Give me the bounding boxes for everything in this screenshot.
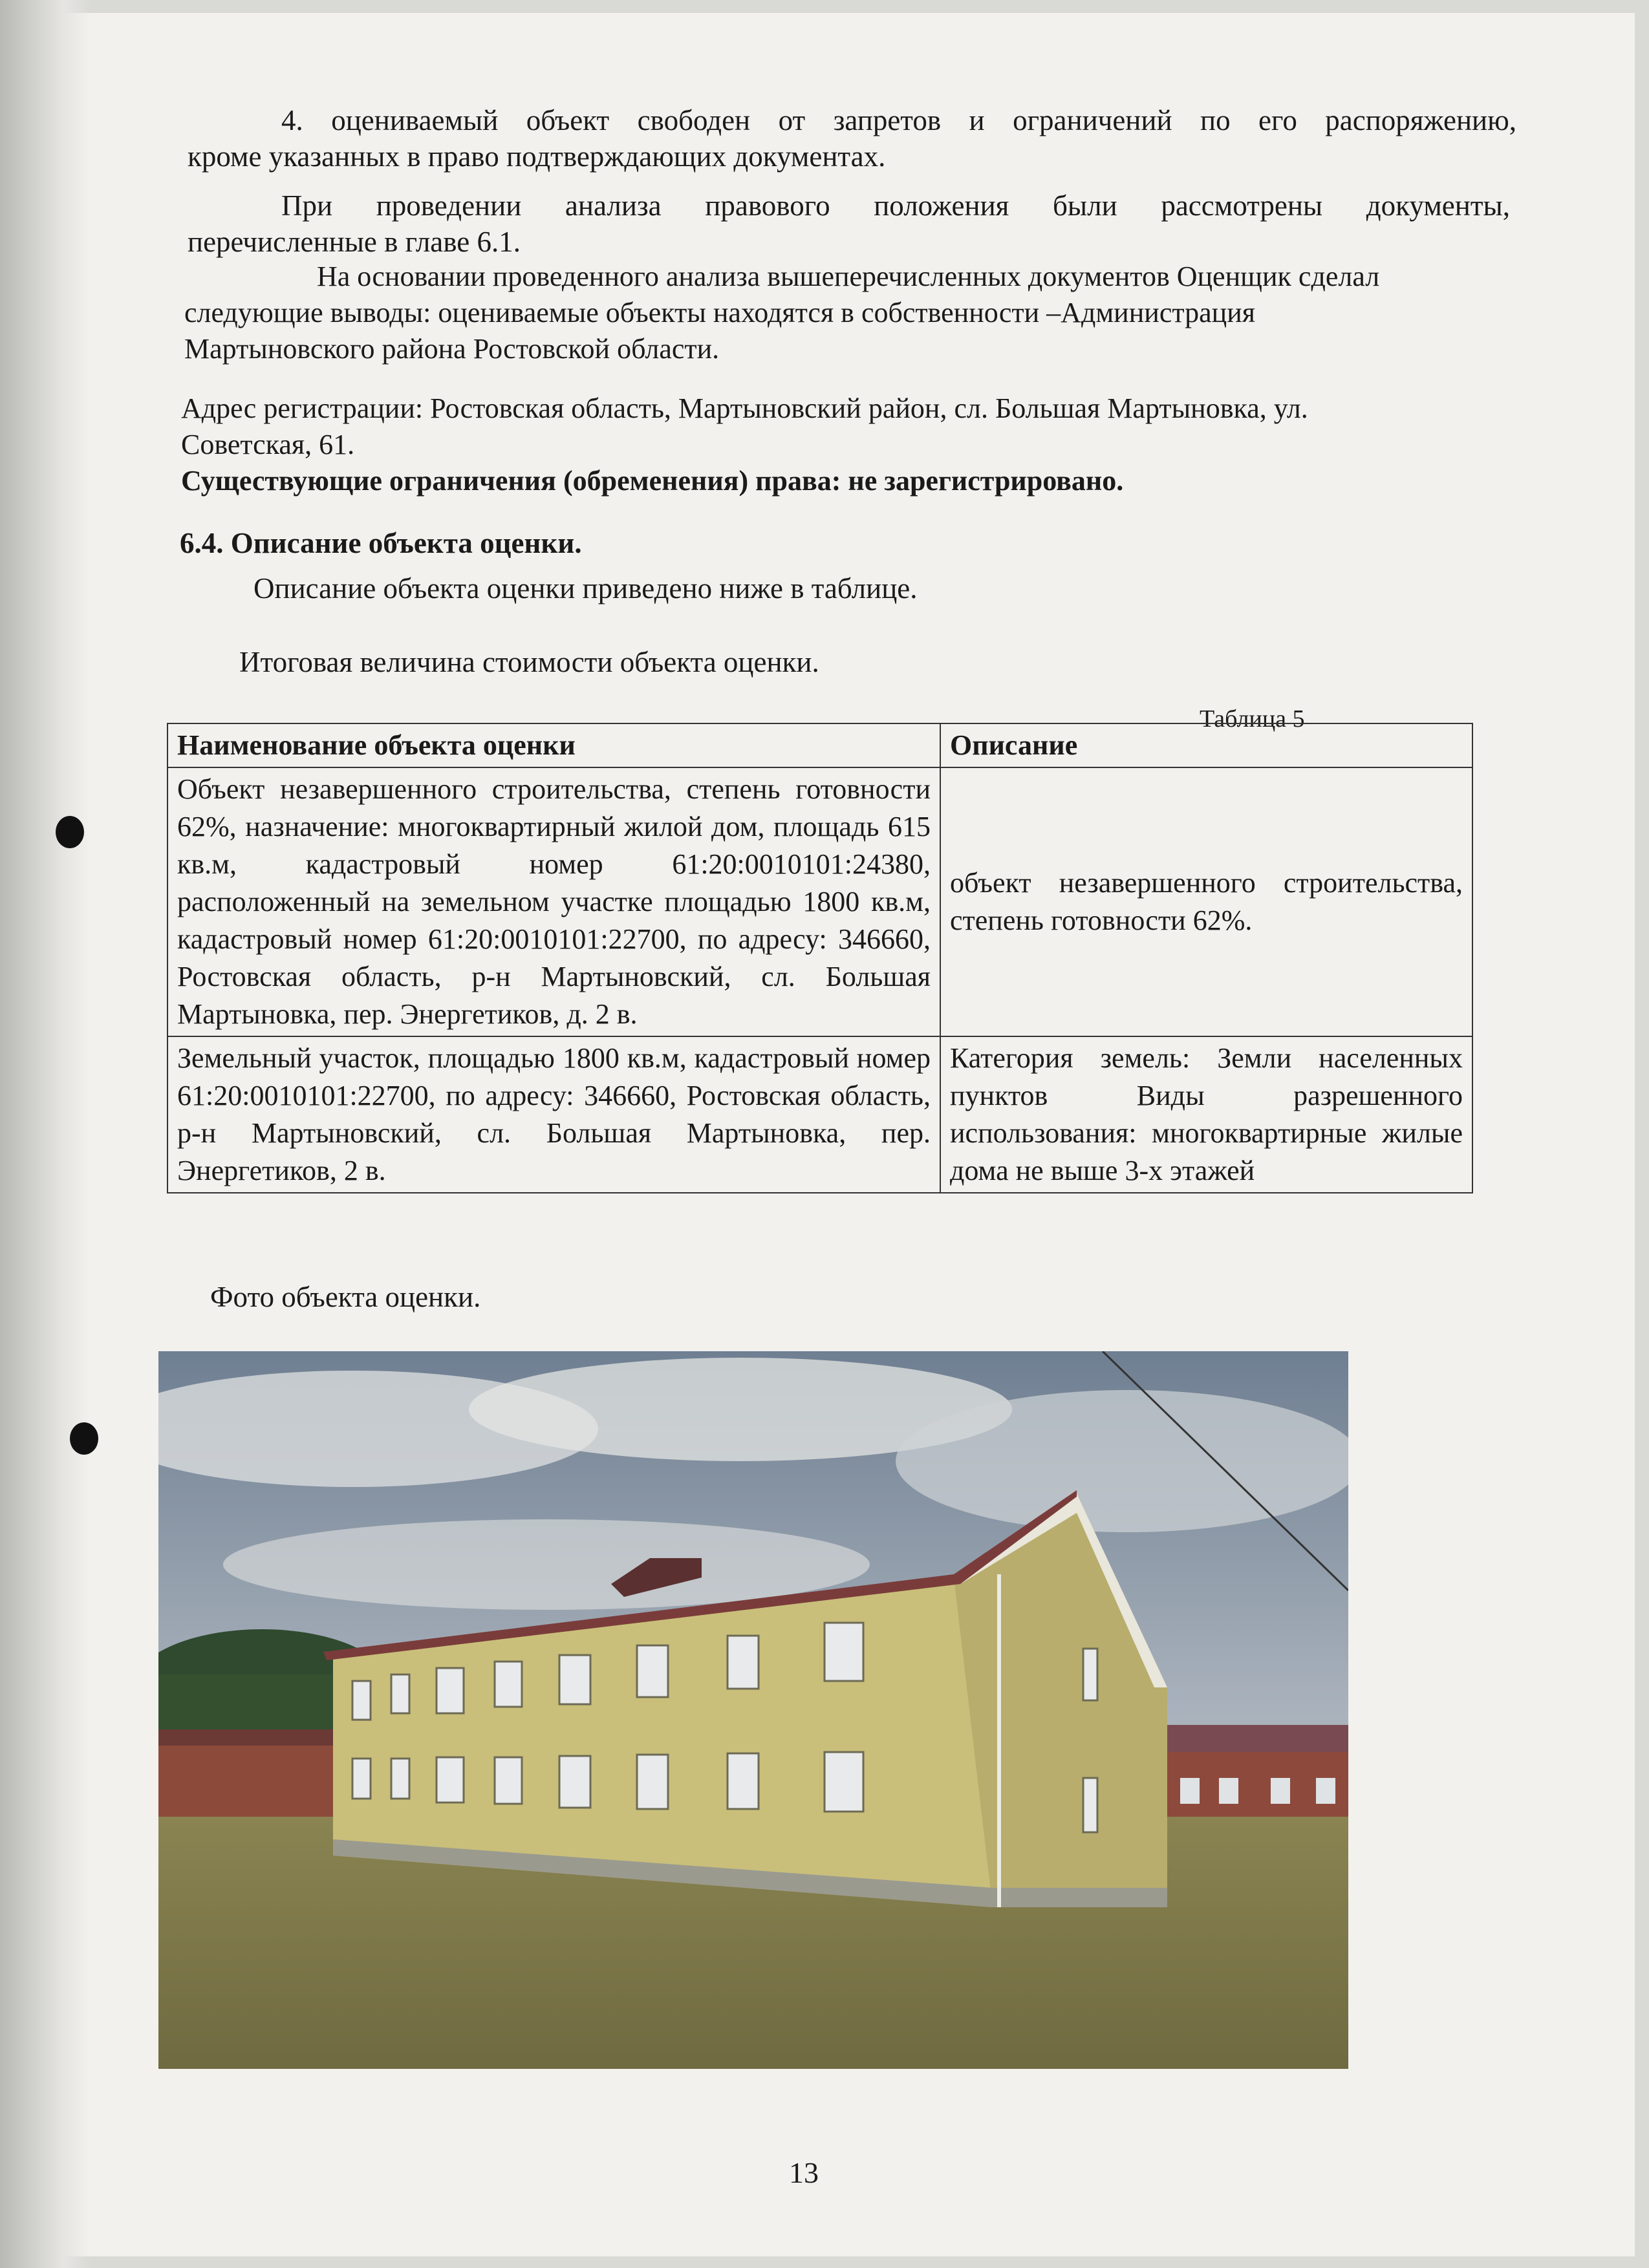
- punch-hole: [70, 1422, 98, 1455]
- table-cell-object-description: объект незавершенного строительства, степень готовности 62%.: [940, 767, 1472, 1036]
- paragraph-analysis: При проведении анализа правового положения были рассмотрены документы,: [281, 189, 1510, 222]
- table-cell-land-name: Земельный участок, площадью 1800 кв.м, кадастровый номер 61:20:0010101:22700, по адресу: 346660, Ростовская область, р-н Мартыновский, сл. Большая Мартыновка, пер. Энергетиков, 2 в.: [167, 1036, 940, 1193]
- paragraph-analysis-cont: перечисленные в главе 6.1.: [188, 226, 521, 258]
- total-value-line: Итоговая величина стоимости объекта оценки.: [239, 646, 819, 678]
- binding-gutter: [0, 0, 91, 2268]
- table-cell-object-name: Объект незавершенного строительства, степень готовности 62%, назначение: многоквартирный жилой дом, площадь 615 кв.м, кадастровый номер 61:20:0010101:24380, расположенный на земельном участке площадью 1800 кв.м, кадастровый номер 61:20:0010101:22700, по адресу: 346660, Ростовская область, р-н Мартыновский, сл. Большая Мартыновка, пер. Энергетиков, д. 2 в.: [167, 767, 940, 1036]
- paragraph-item-4-cont: кроме указанных в право подтверждающих документах.: [188, 140, 886, 173]
- section-intro: Описание объекта оценки приведено ниже в таблице.: [253, 572, 918, 604]
- valuation-table: [167, 723, 1473, 1193]
- registration-address: Адрес регистрации: Ростовская область, Мартыновский район, сл. Большая Мартыновка, ул.: [181, 392, 1308, 424]
- paragraph-item-4: 4. оцениваемый объект свободен от запретов и ограничений по его распоряжению,: [281, 104, 1516, 136]
- punch-hole: [56, 816, 84, 848]
- paragraph-conclusion-end: Мартыновского района Ростовской области.: [184, 333, 720, 365]
- table-header-name: Наименование объекта оценки: [167, 723, 940, 767]
- table-row: [167, 1036, 1472, 1193]
- restrictions-line: Существующие ограничения (обременения) права: не зарегистрировано.: [181, 465, 1124, 497]
- table-header-row: [167, 723, 1472, 767]
- table-header-description: Описание: [940, 723, 1472, 767]
- section-heading: 6.4. Описание объекта оценки.: [180, 527, 582, 559]
- page-number: 13: [789, 2156, 819, 2189]
- paragraph-conclusion-cont: следующие выводы: оцениваемые объекты находятся в собственности –Администрация: [184, 297, 1255, 328]
- registration-address-cont: Советская, 61.: [181, 429, 355, 460]
- table-cell-land-description: Категория земель: Земли населенных пунктов Виды разрешенного использования: многоквартирные жилые дома не выше 3-х этажей: [940, 1036, 1472, 1193]
- table-caption: Таблица 5: [1200, 705, 1305, 733]
- photo-caption: Фото объекта оценки.: [210, 1281, 481, 1313]
- building-photo: [158, 1351, 1348, 2069]
- paragraph-conclusion: На основании проведенного анализа вышеперечисленных документов Оценщик сделал: [317, 261, 1380, 292]
- table-row: [167, 767, 1472, 1036]
